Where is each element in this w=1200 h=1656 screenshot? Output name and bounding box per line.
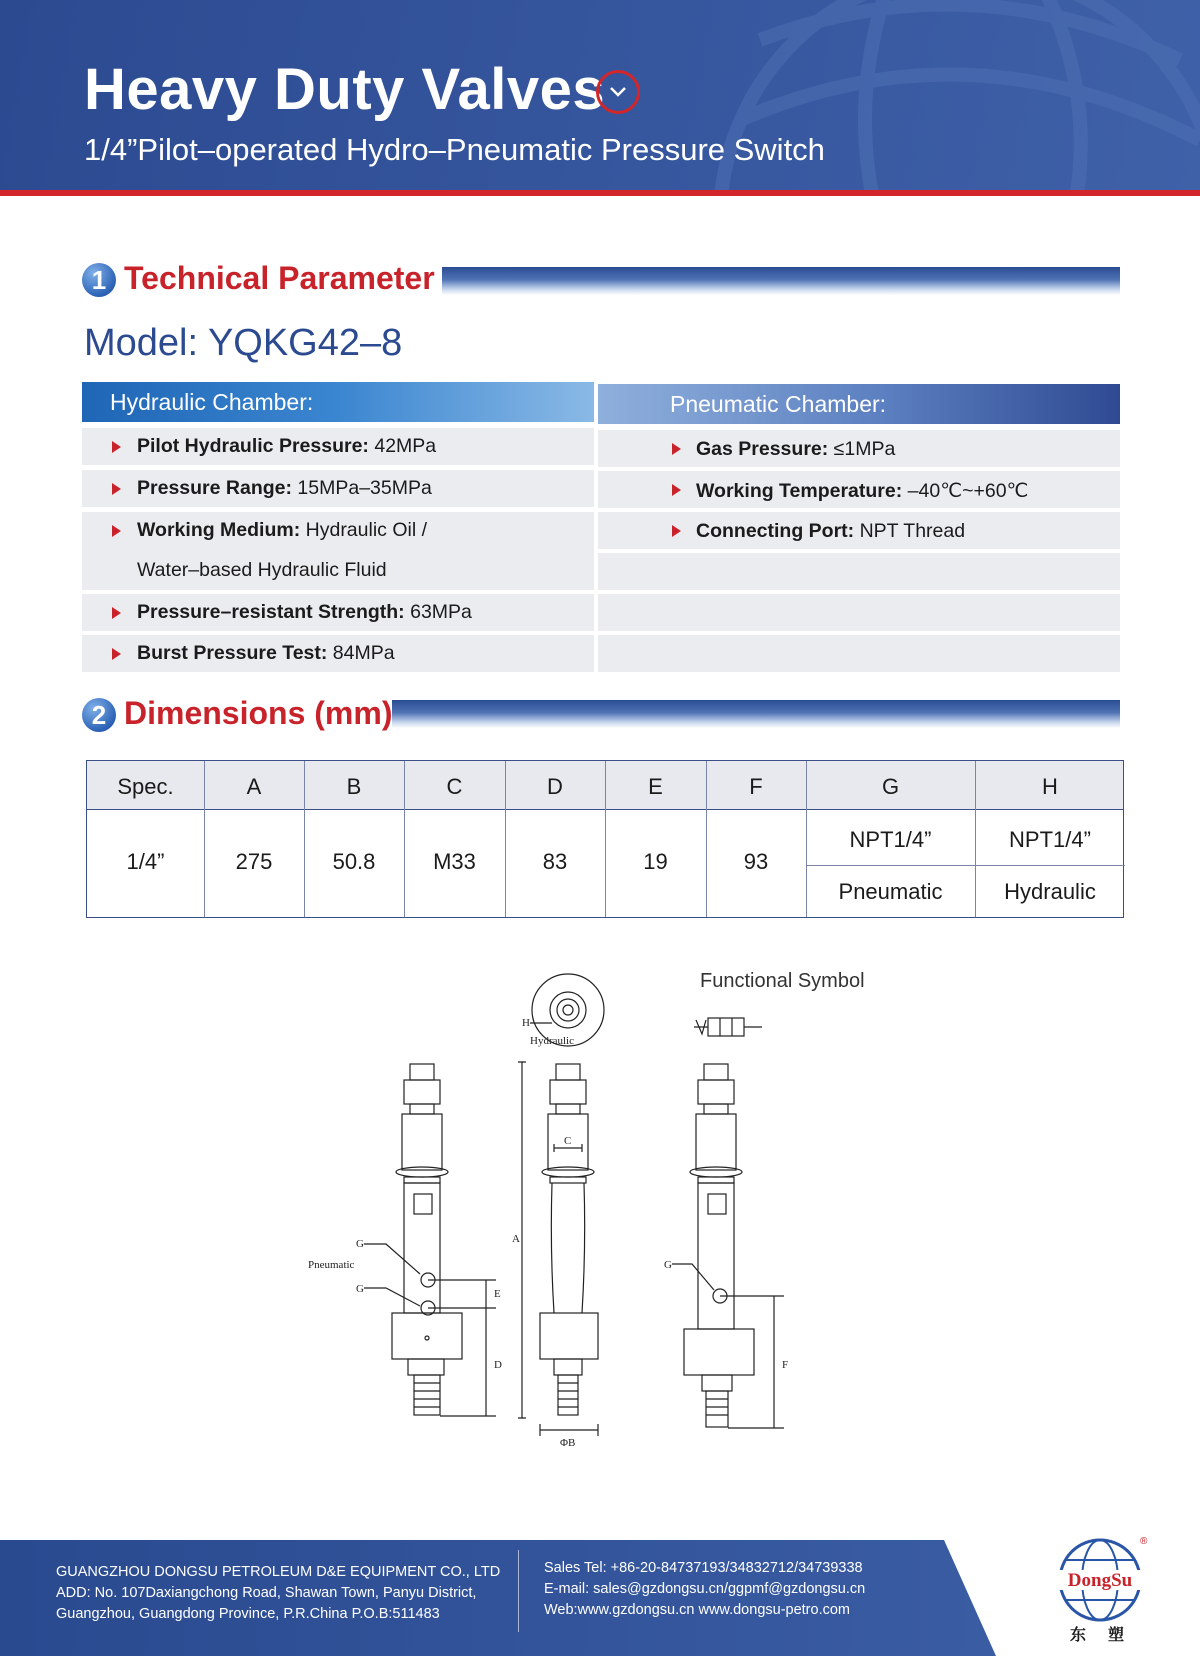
page-footer	[0, 1540, 1200, 1656]
functional-symbol-label: Functional Symbol	[700, 970, 865, 992]
param-value: 42MPa	[374, 435, 437, 457]
triangle-right-icon	[112, 648, 121, 660]
param-value: ≤1MPa	[833, 438, 896, 460]
param-row	[598, 512, 1120, 549]
drawing-label-d: D	[494, 1359, 502, 1371]
footer-sales-tel: Sales Tel: +86-20-84737193/34832712/34739338	[544, 1560, 863, 1576]
logo-chinese-text: 东塑	[1070, 1627, 1147, 1644]
table-cell: NPT1/4”	[1009, 827, 1091, 852]
model-heading	[84, 322, 402, 365]
param-row	[598, 471, 1120, 508]
param-row-empty	[598, 635, 1120, 672]
table-cell: NPT1/4”	[849, 827, 932, 852]
logo-text: DongSu	[1067, 1570, 1133, 1591]
drawing-label-g: G	[356, 1283, 364, 1295]
param-label: Pressure–resistant Strength:	[137, 601, 405, 623]
param-row	[82, 428, 594, 465]
model-value: YQKG42–8	[207, 322, 403, 364]
param-label: Gas Pressure:	[696, 438, 829, 460]
hydraulic-chamber-heading: Hydraulic Chamber:	[82, 382, 594, 422]
header-accent-line	[0, 190, 1200, 196]
footer-email[interactable]: E-mail: sales@gzdongsu.cn/ggpmf@gzdongsu.cn	[544, 1581, 866, 1597]
table-cell-spec: 1/4”	[126, 849, 165, 874]
drawing-label-a: A	[512, 1233, 520, 1245]
footer-divider	[518, 1550, 519, 1632]
param-value-continued: Water–based Hydraulic Fluid	[137, 559, 387, 581]
table-header-cell: H	[1042, 774, 1058, 799]
drawing-label-e: E	[494, 1288, 501, 1300]
param-label: Working Medium:	[137, 519, 301, 541]
param-row	[82, 470, 594, 507]
drawing-label-g: G	[664, 1259, 672, 1271]
drawing-label-pneumatic: Pneumatic	[308, 1259, 355, 1271]
chevron-down-icon[interactable]	[596, 70, 640, 114]
triangle-right-icon	[672, 525, 681, 537]
pneumatic-chamber-heading: Pneumatic Chamber:	[598, 384, 1120, 424]
param-row-empty	[598, 594, 1120, 631]
table-header-cell: A	[246, 774, 262, 799]
triangle-right-icon	[672, 484, 681, 496]
table-cell: 275	[235, 849, 273, 874]
triangle-right-icon	[672, 443, 681, 455]
param-label: Pilot Hydraulic Pressure:	[137, 435, 369, 457]
table-cell: Hydraulic	[1004, 879, 1096, 904]
section-number-badge: 2	[82, 698, 116, 732]
footer-company-info	[56, 1562, 500, 1625]
table-header-cell: G	[881, 774, 900, 799]
param-row	[82, 512, 594, 590]
table-cell: 93	[743, 849, 769, 874]
svg-text:®: ®	[1140, 1536, 1148, 1547]
model-label: Model:	[84, 322, 199, 364]
table-cell: Pneumatic	[838, 879, 943, 904]
section-title-technical: Technical Parameter	[124, 260, 435, 296]
triangle-right-icon	[112, 525, 121, 537]
param-row-empty	[598, 553, 1120, 590]
footer-address: Guangzhou, Guangdong Province, P.R.China P.O.B:511483	[56, 1606, 440, 1622]
param-label: Pressure Range:	[137, 477, 292, 499]
param-value: NPT Thread	[859, 520, 966, 542]
param-label: Connecting Port:	[696, 520, 855, 542]
param-value: Hydraulic Oil /	[305, 519, 428, 541]
dimensions-table	[86, 760, 1124, 918]
page-subtitle: 1/4”Pilot–operated Hydro–Pneumatic Pressure Switch	[84, 132, 825, 167]
page-header	[0, 0, 1200, 196]
page-title: Heavy Duty Valves	[84, 57, 606, 122]
table-cell: 83	[542, 849, 568, 874]
triangle-right-icon	[112, 441, 121, 453]
table-header-cell: E	[648, 774, 663, 799]
param-value: 63MPa	[410, 601, 472, 623]
param-value: 15MPa–35MPa	[297, 477, 432, 499]
section-divider-bar	[442, 267, 1120, 295]
drawing-label-phi-b: ΦB	[560, 1437, 576, 1449]
table-cell: 19	[643, 849, 668, 874]
param-label: Working Temperature:	[696, 480, 903, 502]
table-cell: 50.8	[332, 849, 376, 874]
param-value: –40℃~+60℃	[907, 480, 1029, 502]
table-cell: M33	[433, 849, 476, 874]
table-header-cell: C	[446, 774, 463, 799]
drawing-label-h: H	[522, 1017, 530, 1029]
section-number-badge: 1	[82, 263, 116, 297]
footer-web[interactable]: Web:www.gzdongsu.cn www.dongsu-petro.com	[544, 1602, 850, 1618]
param-row	[82, 635, 594, 672]
section-title-dimensions: Dimensions (mm)	[124, 695, 393, 731]
footer-company: GUANGZHOU DONGSU PETROLEUM D&E EQUIPMENT CO., LTD	[56, 1564, 501, 1580]
footer-contact-info	[544, 1558, 865, 1621]
param-row	[82, 594, 594, 631]
drawing-label-hydraulic: Hydraulic	[530, 1035, 574, 1047]
triangle-right-icon	[112, 607, 121, 619]
table-header-cell: D	[547, 774, 563, 799]
triangle-right-icon	[112, 483, 121, 495]
param-label: Burst Pressure Test:	[137, 642, 328, 664]
table-header-cell: F	[749, 774, 763, 799]
table-header-cell: B	[346, 774, 362, 799]
param-value: 84MPa	[332, 642, 395, 664]
drawing-label-f: F	[782, 1359, 789, 1371]
table-header-cell: Spec.	[117, 774, 174, 799]
param-row	[598, 430, 1120, 467]
footer-address: ADD: No. 107Daxiangchong Road, Shawan Town, Panyu District,	[56, 1585, 477, 1601]
drawing-label-c: C	[564, 1135, 572, 1147]
section-divider-bar	[392, 700, 1120, 728]
drawing-label-g: G	[356, 1238, 364, 1250]
valve-technical-drawing	[300, 958, 860, 1488]
